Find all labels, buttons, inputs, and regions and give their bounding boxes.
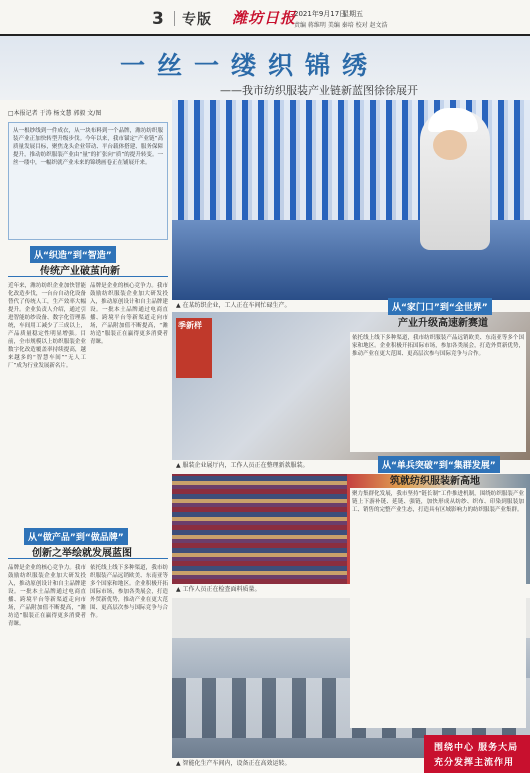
article-column-2b: 依托线上线下多种渠道，我市纺织服装产品远销欧美、东南亚等多个国家和地区。企业积极开拓国际市场，参加各类展会，打造外贸新优势，推动产业在更大范围、更高层次参与国际竞争与合作。 (90, 565, 168, 619)
caption-fabric: ▲ 工作人员正在检查面料质量。 (176, 586, 261, 593)
article-column-2a: 品牌是企业的核心竞争力。我市鼓励纺织服装企业加大研发投入，推动原创设计和自主品牌建设。一批本土品牌通过电商直播、跨境平台等新渠道走向市场，产品附加值不断提高，“潍坊造”服装正在赢得更多消费者青睐。 (8, 565, 86, 627)
caption-factory: ▲ 智能化生产车间内，设备正在高效运转。 (176, 760, 291, 767)
section-1-subtitle: 传统产业破茧向新 (40, 266, 120, 277)
page-subtitle: ——我市纺织服装产业链新蓝图徐徐展开 (220, 84, 418, 97)
editor-credits: 责编 蒋维明 美编 秦培 校对 赵文浩 (294, 22, 388, 29)
section-4-tag: 从“单兵突破”到“集群发展” (378, 456, 500, 473)
shop-sign: 季新样 (176, 318, 212, 378)
page-number: 3 (152, 9, 164, 29)
section-3-tag: 从“家门口”到“全世界” (388, 298, 492, 315)
article-column-3: 依托线上线下多种渠道，我市纺织服装产品远销欧美、东南亚等多个国家和地区。企业积极开拓国际市场，参加各类展会，打造外贸新优势，推动产业在更大范围、更高层次参与国际竞争与合作。 (350, 332, 526, 452)
caption-main: ▲ 在某纺织企业，工人正在车间忙碌生产。 (176, 302, 291, 309)
issue-date: 2021年9月17日 (294, 10, 347, 18)
footer-slogan-line2: 充分发挥主流作用 (434, 758, 515, 768)
section-1-tag: 从“织造”到“智造” (30, 246, 116, 263)
header-divider (174, 11, 175, 26)
paper-logo: 潍坊日报 (232, 9, 297, 27)
issue-weekday: 星期五 (342, 10, 363, 18)
photo-worker-cap (428, 108, 478, 132)
footer-slogan-line1: 围绕中心 服务大局 (434, 743, 519, 753)
photo-fabric-rolls (172, 474, 347, 584)
byline: □本报记者 于涛 杨文慧 郭毅 文/图 (8, 110, 102, 117)
article-column-1b: 品牌是企业的核心竞争力。我市鼓励纺织服装企业加大研发投入，推动原创设计和自主品牌建设。一批本土品牌通过电商直播、跨境平台等新渠道走向市场，产品附加值不断提高，“潍坊造”服装正在赢得更多消费者青睐。 (90, 283, 168, 345)
section-2-subtitle: 创新之举绘就发展蓝图 (32, 548, 132, 559)
photo-worker-face (433, 130, 467, 160)
article-column-4: 聚力集群化发展，我市坚持“链长制”工作推进机制，围绕纺织服装产业链上下游补链、延链、强链，加快形成从纺纱、织布、印染到服装加工、销售的完整产业生态，打造具有区域影响力的纺织服装产业集群。 (350, 488, 526, 728)
article-column-1a: 近年来，潍坊纺织企业加快智能化改造步伐，一台台自动化设备替代了传统人工，生产效率大幅提升。企业负责人介绍，通过引进智能纺纱设备、数字化管理系统，车间用工减少了三成以上，产品质量稳定性明显增强。目前，全市规模以上纺织服装企业数字化改造覆盖率持续提高，越来越多的“智慧车间”“无人工厂”成为行业发展新名片。 (8, 283, 86, 369)
section-2-tag: 从“做产品”到“做品牌” (24, 528, 128, 545)
page-title: 一丝一缕织锦绣 (120, 51, 380, 80)
caption-shop: ▲ 服装企业展厅内，工作人员正在整理新款服装。 (176, 462, 309, 469)
section-3-subtitle: 产业升级高速新赛道 (398, 318, 488, 329)
footer-slogan (424, 735, 530, 773)
page-header (0, 0, 530, 40)
lead-paragraph: 从一根纱线到一件成衣，从一块布料到一个品牌，潍坊纺织服装产业正加快转型升级步伐。今年以来，我市锚定“产业链”高质量发展目标，聚焦龙头企业带动、平台载体搭建、服务保障提升，推动纺织服装产业由“量”的扩张向“质”的提升转变。一丝一缕中，一幅织就产业未来的锦绣画卷正在铺展开来。 (8, 122, 168, 240)
section-name: 专版 (182, 12, 212, 28)
section-4-subtitle: 筑就纺织服装新高地 (390, 476, 480, 487)
